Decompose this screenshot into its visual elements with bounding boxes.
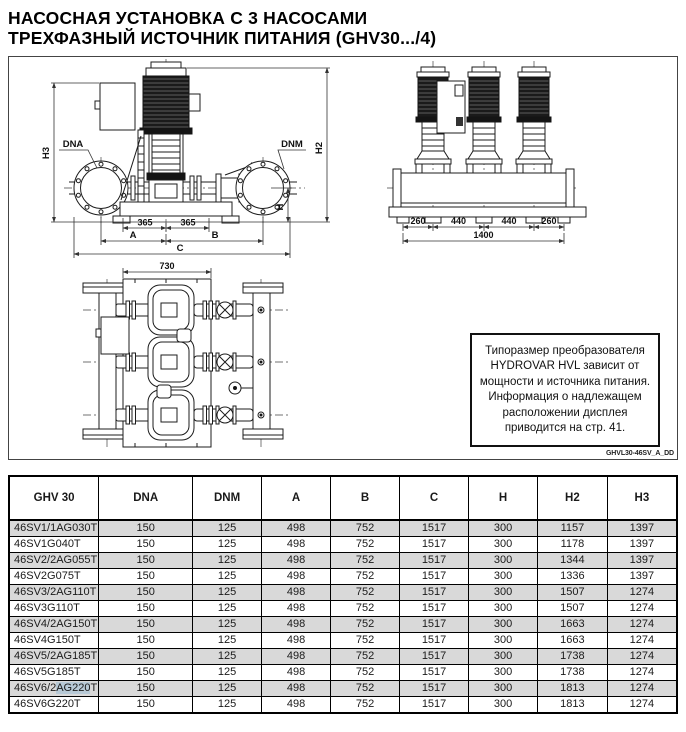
value-cell: 1507	[538, 584, 608, 600]
value-cell: 1507	[538, 600, 608, 616]
value-cell: 1157	[538, 520, 608, 537]
value-cell: 498	[262, 696, 331, 713]
value-cell: 498	[262, 520, 331, 537]
value-cell: 1517	[400, 696, 469, 713]
value-cell: 150	[99, 520, 193, 537]
value-cell: 1517	[400, 680, 469, 696]
value-cell: 1397	[607, 520, 677, 537]
value-cell: 125	[193, 536, 262, 552]
value-cell: 150	[99, 600, 193, 616]
value-cell: 1274	[607, 648, 677, 664]
col-header-ghv30: GHV 30	[9, 476, 99, 520]
dim-365-left: 365	[137, 217, 153, 228]
dim-c-label: C	[176, 242, 184, 254]
value-cell: 1274	[607, 600, 677, 616]
value-cell: 498	[262, 616, 331, 632]
value-cell: 1517	[400, 664, 469, 680]
dim-440-right: 440	[501, 215, 517, 226]
value-cell: 752	[331, 632, 400, 648]
dim-b-label: B	[211, 229, 219, 241]
value-cell: 498	[262, 568, 331, 584]
selected-text: AG220	[56, 681, 91, 694]
value-cell: 1517	[400, 536, 469, 552]
value-cell: 1517	[400, 648, 469, 664]
value-cell: 498	[262, 584, 331, 600]
value-cell: 150	[99, 696, 193, 713]
table-row	[9, 632, 677, 648]
value-cell: 752	[331, 536, 400, 552]
col-header-b: B	[331, 476, 400, 520]
value-cell: 1738	[538, 664, 608, 680]
col-header-c: C	[400, 476, 469, 520]
model-cell: 46SV2G075T	[9, 568, 99, 584]
title-line-1: НАСОСНАЯ УСТАНОВКА С 3 НАСОСАМИ	[8, 8, 368, 28]
value-cell: 150	[99, 552, 193, 568]
value-cell: 1274	[607, 680, 677, 696]
value-cell: 150	[99, 536, 193, 552]
value-cell: 498	[262, 552, 331, 568]
value-cell: 1397	[607, 536, 677, 552]
value-cell: 125	[193, 616, 262, 632]
model-cell: 46SV2/2AG055T	[9, 552, 99, 568]
value-cell: 1336	[538, 568, 608, 584]
value-cell: 1738	[538, 648, 608, 664]
value-cell: 125	[193, 632, 262, 648]
value-cell: 300	[469, 600, 538, 616]
value-cell: 125	[193, 680, 262, 696]
dna-label: DNA	[62, 138, 84, 150]
value-cell: 1663	[538, 632, 608, 648]
value-cell: 1274	[607, 664, 677, 680]
col-header-dna: DNA	[99, 476, 193, 520]
model-cell: 46SV1G040T	[9, 536, 99, 552]
model-cell: 46SV3/2AG110T	[9, 584, 99, 600]
table-row	[9, 552, 677, 568]
model-cell: 46SV6G220T	[9, 696, 99, 713]
value-cell: 125	[193, 648, 262, 664]
dnm-label: DNM	[281, 138, 303, 150]
model-cell: 46SV1/1AG030T	[9, 520, 99, 537]
value-cell: 300	[469, 648, 538, 664]
value-cell: 150	[99, 568, 193, 584]
value-cell: 150	[99, 632, 193, 648]
value-cell: 752	[331, 680, 400, 696]
value-cell: 752	[331, 552, 400, 568]
value-cell: 1274	[607, 696, 677, 713]
dim-260-left: 260	[410, 215, 426, 226]
col-header-h2: H2	[538, 476, 608, 520]
value-cell: 1813	[538, 680, 608, 696]
value-cell: 125	[193, 520, 262, 537]
table-header-row	[9, 476, 677, 520]
table-row	[9, 600, 677, 616]
value-cell: 1397	[607, 568, 677, 584]
value-cell: 125	[193, 696, 262, 713]
value-cell: 300	[469, 680, 538, 696]
model-cell: 46SV5G185T	[9, 664, 99, 680]
model-cell: 46SV5/2AG185T	[9, 648, 99, 664]
value-cell: 752	[331, 568, 400, 584]
value-cell: 1517	[400, 568, 469, 584]
dim-260-right: 260	[541, 215, 557, 226]
value-cell: 1517	[400, 616, 469, 632]
value-cell: 150	[99, 584, 193, 600]
value-cell: 1663	[538, 616, 608, 632]
value-cell: 125	[193, 584, 262, 600]
value-cell: 125	[193, 568, 262, 584]
value-cell: 1517	[400, 584, 469, 600]
value-cell: 1517	[400, 552, 469, 568]
value-cell: 1274	[607, 632, 677, 648]
table-row	[9, 696, 677, 713]
value-cell: 498	[262, 600, 331, 616]
value-cell: 498	[262, 648, 331, 664]
value-cell: 150	[99, 664, 193, 680]
dim-h-label: H	[275, 203, 286, 211]
page-title	[8, 8, 678, 49]
col-header-a: A	[262, 476, 331, 520]
value-cell: 300	[469, 552, 538, 568]
table-row	[9, 584, 677, 600]
dim-h3-label: H3	[41, 146, 52, 160]
value-cell: 300	[469, 568, 538, 584]
value-cell: 752	[331, 600, 400, 616]
value-cell: 150	[99, 680, 193, 696]
value-cell: 300	[469, 632, 538, 648]
value-cell: 125	[193, 664, 262, 680]
table-row	[9, 568, 677, 584]
value-cell: 1274	[607, 616, 677, 632]
value-cell: 498	[262, 664, 331, 680]
col-header-dnm: DNM	[193, 476, 262, 520]
plan-view-drawing	[83, 261, 289, 447]
drawing-code-label: GHVL30-46SV_A_DD	[605, 449, 674, 457]
value-cell: 1178	[538, 536, 608, 552]
value-cell: 300	[469, 584, 538, 600]
table-body	[9, 520, 677, 713]
dim-730-label: 730	[159, 260, 175, 271]
value-cell: 150	[99, 648, 193, 664]
dim-440-left: 440	[450, 215, 467, 226]
table-row	[9, 616, 677, 632]
value-cell: 1517	[400, 632, 469, 648]
value-cell: 498	[262, 536, 331, 552]
hydrovar-note-box	[470, 333, 660, 447]
value-cell: 752	[331, 648, 400, 664]
value-cell: 300	[469, 536, 538, 552]
value-cell: 1274	[607, 584, 677, 600]
table-row	[9, 536, 677, 552]
dim-h2-label: H2	[314, 141, 325, 155]
value-cell: 300	[469, 616, 538, 632]
front-view-drawing	[41, 59, 330, 258]
model-cell: 46SV4/2AG150T	[9, 616, 99, 632]
value-cell: 752	[331, 616, 400, 632]
dim-a-label: A	[129, 229, 137, 241]
hydrovar-note-text: Типоразмер преобразователя HYDROVAR HVL зависит от мощности и источника питания. Информация о надлежащем расположении дисплея приводится на стр. 41.	[479, 344, 651, 434]
value-cell: 1344	[538, 552, 608, 568]
value-cell: 300	[469, 520, 538, 537]
side-view-drawing	[387, 61, 586, 244]
table-row	[9, 664, 677, 680]
dimension-table	[8, 475, 678, 714]
value-cell: 752	[331, 584, 400, 600]
value-cell: 300	[469, 664, 538, 680]
table-row	[9, 680, 677, 696]
value-cell: 125	[193, 552, 262, 568]
technical-drawing-panel	[8, 56, 678, 460]
table-row	[9, 648, 677, 664]
value-cell: 125	[193, 600, 262, 616]
model-cell: 46SV3G110T	[9, 600, 99, 616]
col-header-h: H	[469, 476, 538, 520]
value-cell: 752	[331, 696, 400, 713]
model-cell: 46SV6/2AG220T	[9, 680, 99, 696]
value-cell: 498	[262, 680, 331, 696]
value-cell: 498	[262, 632, 331, 648]
col-header-h3: H3	[607, 476, 677, 520]
table-row	[9, 520, 677, 537]
value-cell: 1397	[607, 552, 677, 568]
dim-365-right: 365	[180, 217, 196, 228]
value-cell: 752	[331, 520, 400, 537]
value-cell: 300	[469, 696, 538, 713]
title-line-2: ТРЕХФАЗНЫЙ ИСТОЧНИК ПИТАНИЯ (GHV30.../4)	[8, 28, 437, 49]
value-cell: 1517	[400, 520, 469, 537]
value-cell: 1813	[538, 696, 608, 713]
value-cell: 150	[99, 616, 193, 632]
model-cell: 46SV4G150T	[9, 632, 99, 648]
dim-1400-label: 1400	[473, 229, 494, 240]
value-cell: 1517	[400, 600, 469, 616]
value-cell: 752	[331, 664, 400, 680]
